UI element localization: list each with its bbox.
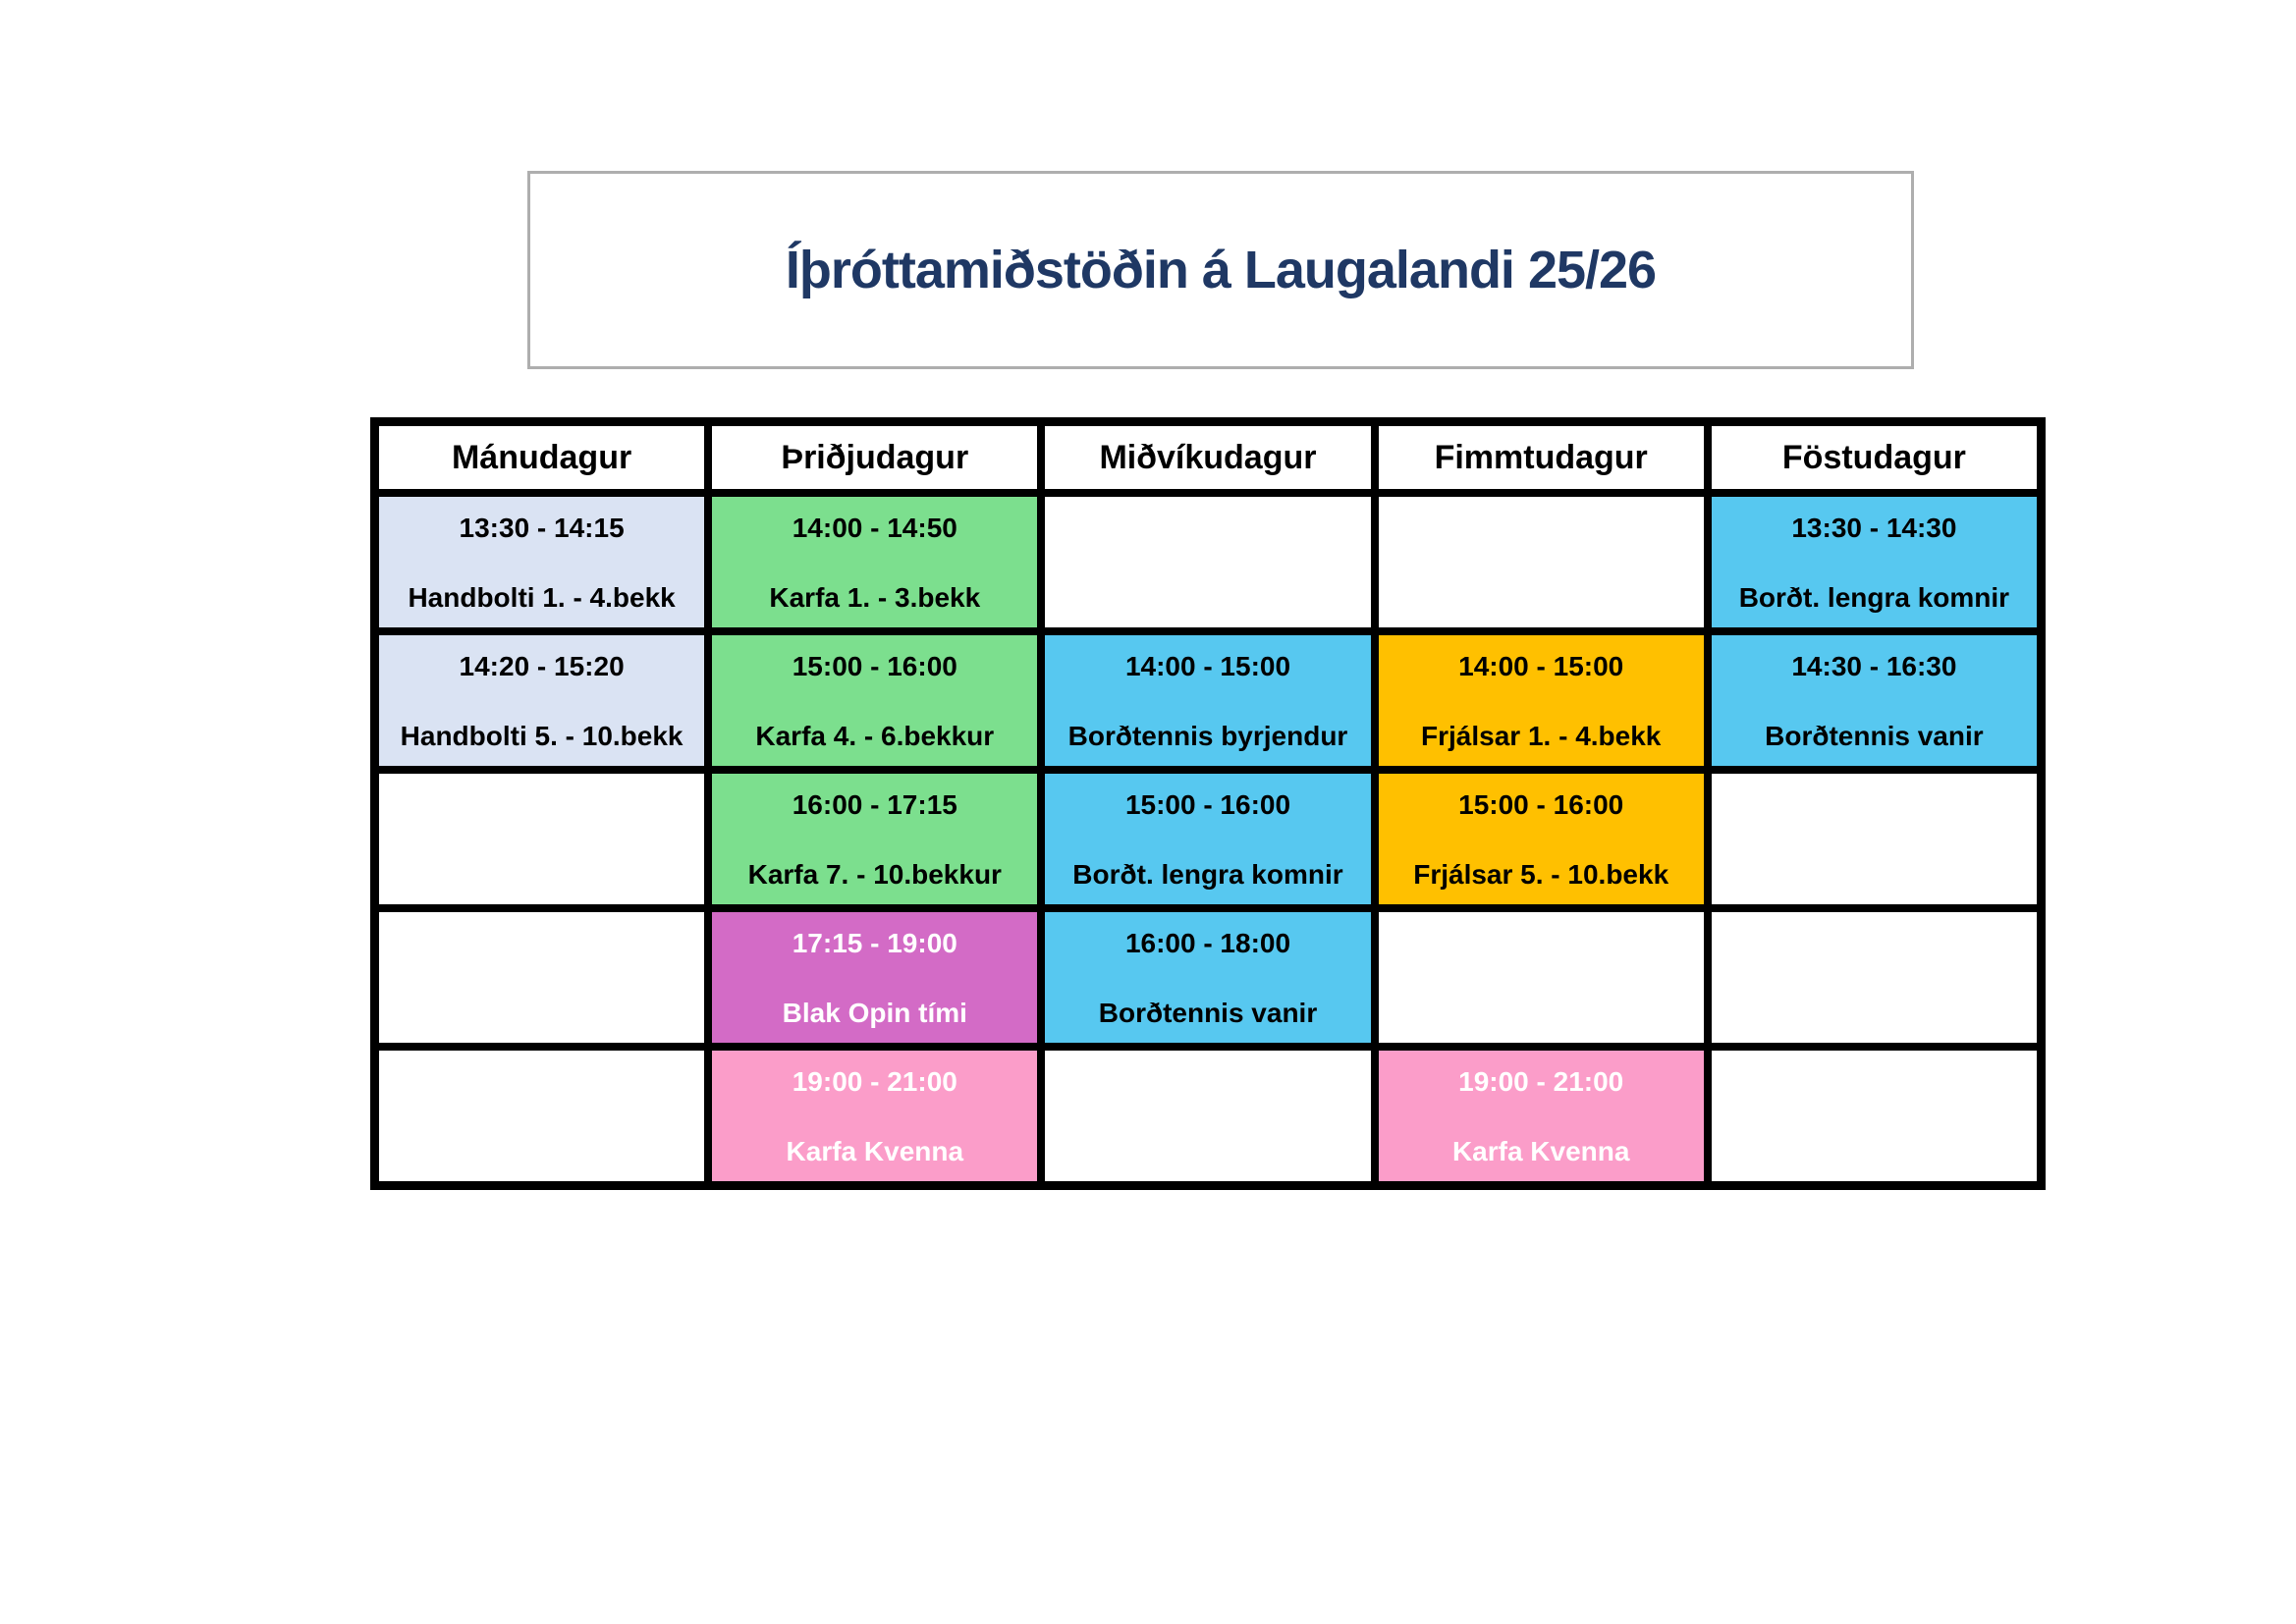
schedule-table bbox=[370, 417, 2046, 1190]
slot-activity: Frjálsar 5. - 10.bekk bbox=[1413, 859, 1669, 890]
schedule-cell-monday-row2 bbox=[379, 635, 704, 766]
schedule-cell-thursday-row1 bbox=[1379, 497, 1704, 627]
schedule-cell-monday-row3 bbox=[379, 774, 704, 904]
schedule-cell-monday-row1 bbox=[379, 497, 704, 627]
slot-time: 13:30 - 14:15 bbox=[459, 513, 625, 543]
schedule-cell-thursday-row4 bbox=[1379, 912, 1704, 1043]
schedule-cell-thursday-row2 bbox=[1379, 635, 1704, 766]
slot-time: 14:00 - 15:00 bbox=[1124, 651, 1291, 681]
schedule-cell-thursday-row3 bbox=[1379, 774, 1704, 904]
schedule-cell-friday-row4 bbox=[1712, 912, 2037, 1043]
day-header-thursday: Fimmtudagur bbox=[1379, 426, 1704, 489]
schedule-cell-monday-row5 bbox=[379, 1051, 704, 1181]
slot-time: 15:00 - 16:00 bbox=[1124, 789, 1291, 820]
slot-time: 15:00 - 16:00 bbox=[792, 651, 957, 681]
slot-activity: Karfa 4. - 6.bekkur bbox=[755, 721, 995, 751]
schedule-cell-monday-row4 bbox=[379, 912, 704, 1043]
slot-time: 17:15 - 19:00 bbox=[792, 928, 957, 958]
schedule-cell-tuesday-row1 bbox=[712, 497, 1037, 627]
slot-activity: Karfa Kvenna bbox=[786, 1136, 964, 1166]
schedule-cell-tuesday-row2 bbox=[712, 635, 1037, 766]
slot-activity: Borðtennis byrjendur bbox=[1067, 721, 1348, 751]
schedule-cell-friday-row1 bbox=[1712, 497, 2037, 627]
slot-activity: Frjálsar 1. - 4.bekk bbox=[1421, 721, 1662, 751]
schedule-cell-friday-row5 bbox=[1712, 1051, 2037, 1181]
slot-activity: Karfa 7. - 10.bekkur bbox=[747, 859, 1002, 890]
slot-activity: Borðtennis vanir bbox=[1765, 721, 1984, 751]
schedule-cell-wednesday-row2 bbox=[1045, 635, 1370, 766]
slot-activity: Borðt. lengra komnir bbox=[1072, 859, 1343, 890]
slot-time: 19:00 - 21:00 bbox=[1458, 1066, 1624, 1097]
slot-activity: Karfa 1. - 3.bekk bbox=[769, 582, 981, 613]
schedule-cell-friday-row3 bbox=[1712, 774, 2037, 904]
schedule-cell-thursday-row5 bbox=[1379, 1051, 1704, 1181]
slot-time: 14:20 - 15:20 bbox=[459, 651, 625, 681]
slot-activity: Handbolti 1. - 4.bekk bbox=[408, 582, 676, 613]
title-box bbox=[527, 171, 1914, 369]
schedule-cell-wednesday-row4 bbox=[1045, 912, 1370, 1043]
schedule-cell-friday-row2 bbox=[1712, 635, 2037, 766]
slot-time: 16:00 - 17:15 bbox=[792, 789, 957, 820]
day-header-friday: Föstudagur bbox=[1712, 426, 2037, 489]
schedule-cell-wednesday-row5 bbox=[1045, 1051, 1370, 1181]
slot-activity: Blak Opin tími bbox=[782, 998, 967, 1028]
page-title: Íþróttamiðstöðin á Laugalandi 25/26 bbox=[785, 241, 1657, 299]
slot-time: 16:00 - 18:00 bbox=[1124, 928, 1291, 958]
slot-time: 13:30 - 14:30 bbox=[1791, 513, 1957, 543]
day-header-tuesday: Þriðjudagur bbox=[712, 426, 1037, 489]
schedule-cell-wednesday-row1 bbox=[1045, 497, 1370, 627]
day-header-wednesday: Miðvíkudagur bbox=[1045, 426, 1370, 489]
schedule-cell-wednesday-row3 bbox=[1045, 774, 1370, 904]
slot-time: 14:00 - 14:50 bbox=[792, 513, 957, 543]
schedule-cell-tuesday-row3 bbox=[712, 774, 1037, 904]
slot-activity: Handbolti 5. - 10.bekk bbox=[400, 721, 683, 751]
slot-time: 14:00 - 15:00 bbox=[1458, 651, 1624, 681]
slot-activity: Borðt. lengra komnir bbox=[1738, 582, 2010, 613]
slot-activity: Karfa Kvenna bbox=[1451, 1136, 1630, 1166]
slot-time: 15:00 - 16:00 bbox=[1458, 789, 1624, 820]
slot-activity: Borðtennis vanir bbox=[1098, 998, 1318, 1028]
schedule-cell-tuesday-row5 bbox=[712, 1051, 1037, 1181]
schedule-cell-tuesday-row4 bbox=[712, 912, 1037, 1043]
day-header-monday: Mánudagur bbox=[379, 426, 704, 489]
slot-time: 19:00 - 21:00 bbox=[792, 1066, 957, 1097]
slot-time: 14:30 - 16:30 bbox=[1791, 651, 1957, 681]
